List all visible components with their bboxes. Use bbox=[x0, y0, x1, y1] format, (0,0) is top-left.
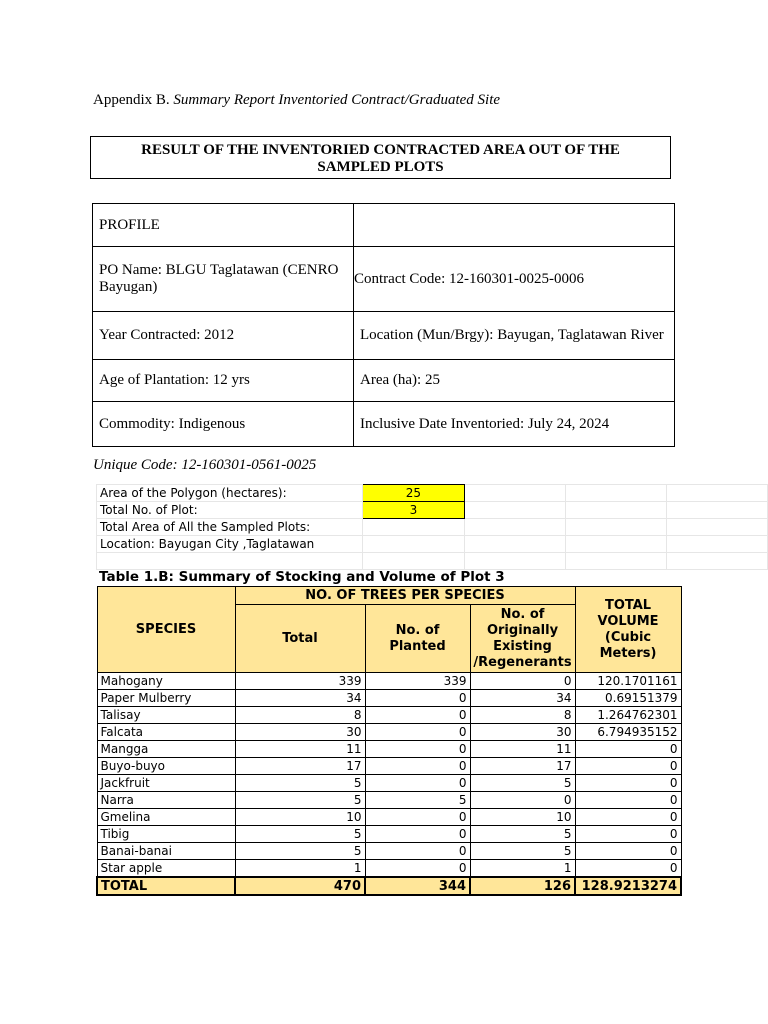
grid-cell bbox=[363, 519, 465, 536]
grid-cell bbox=[97, 553, 363, 570]
grid-cell bbox=[565, 519, 666, 536]
grid-cell bbox=[363, 553, 465, 570]
total-existing: 126 bbox=[470, 877, 575, 895]
total-label: TOTAL bbox=[97, 877, 235, 895]
table-row bbox=[97, 860, 681, 878]
table-row bbox=[97, 775, 681, 792]
cell-planted: 0 bbox=[365, 809, 470, 826]
unique-code: Unique Code: 12-160301-0561-0025 bbox=[93, 457, 317, 473]
table-row bbox=[97, 809, 681, 826]
cell-volume: 0.69151379 bbox=[575, 690, 681, 707]
table-row bbox=[97, 707, 681, 724]
grid-cell bbox=[565, 553, 666, 570]
grid-cell bbox=[464, 553, 565, 570]
cell-existing: 10 bbox=[470, 809, 575, 826]
cell-existing: 17 bbox=[470, 758, 575, 775]
cell-existing: 0 bbox=[470, 673, 575, 690]
grid-cell bbox=[666, 553, 767, 570]
cell-species: Banai-banai bbox=[97, 843, 235, 860]
table-caption: Table 1.B: Summary of Stocking and Volume of Plot 3 bbox=[99, 569, 505, 585]
cell-volume: 6.794935152 bbox=[575, 724, 681, 741]
cell-planted: 5 bbox=[365, 792, 470, 809]
table-row bbox=[97, 792, 681, 809]
header-planted: No. of Planted bbox=[365, 605, 470, 673]
total-total: 470 bbox=[235, 877, 365, 895]
cell-volume: 1.264762301 bbox=[575, 707, 681, 724]
cell-planted: 0 bbox=[365, 741, 470, 758]
cell-total: 5 bbox=[235, 775, 365, 792]
table-row bbox=[97, 741, 681, 758]
cell-total: 8 bbox=[235, 707, 365, 724]
profile-table bbox=[92, 203, 675, 447]
cell-existing: 0 bbox=[470, 792, 575, 809]
plot-info-grid bbox=[96, 484, 768, 570]
cell-volume: 0 bbox=[575, 758, 681, 775]
polygon-area-label: Area of the Polygon (hectares): bbox=[97, 485, 363, 502]
cell-species: Talisay bbox=[97, 707, 235, 724]
location-label: Location: Bayugan City ,Taglatawan bbox=[97, 536, 363, 553]
commodity: Commodity: Indigenous bbox=[93, 402, 354, 447]
profile-header-blank bbox=[354, 204, 675, 247]
cell-species: Mahogany bbox=[97, 673, 235, 690]
total-row bbox=[97, 877, 681, 895]
cell-total: 34 bbox=[235, 690, 365, 707]
cell-total: 5 bbox=[235, 843, 365, 860]
cell-existing: 5 bbox=[470, 826, 575, 843]
cell-existing: 34 bbox=[470, 690, 575, 707]
cell-existing: 5 bbox=[470, 843, 575, 860]
appendix-prefix: Appendix B. bbox=[93, 92, 170, 108]
cell-planted: 0 bbox=[365, 775, 470, 792]
cell-volume: 0 bbox=[575, 792, 681, 809]
cell-species: Star apple bbox=[97, 860, 235, 878]
cell-species: Falcata bbox=[97, 724, 235, 741]
cell-species: Mangga bbox=[97, 741, 235, 758]
header-species: SPECIES bbox=[97, 587, 235, 673]
cell-planted: 0 bbox=[365, 724, 470, 741]
cell-planted: 0 bbox=[365, 843, 470, 860]
table-row bbox=[97, 826, 681, 843]
cell-existing: 1 bbox=[470, 860, 575, 878]
grid-cell bbox=[666, 502, 767, 519]
cell-existing: 30 bbox=[470, 724, 575, 741]
table-row bbox=[97, 690, 681, 707]
cell-volume: 0 bbox=[575, 741, 681, 758]
grid-cell bbox=[464, 485, 565, 502]
grid-cell bbox=[363, 536, 465, 553]
location: Location (Mun/Brgy): Bayugan, Taglatawan River bbox=[354, 312, 675, 360]
cell-volume: 0 bbox=[575, 843, 681, 860]
result-heading-line2: SAMPLED PLOTS bbox=[317, 159, 444, 175]
table-row bbox=[97, 843, 681, 860]
cell-volume: 120.1701161 bbox=[575, 673, 681, 690]
table-row bbox=[97, 673, 681, 690]
cell-total: 339 bbox=[235, 673, 365, 690]
grid-cell bbox=[666, 519, 767, 536]
cell-species: Gmelina bbox=[97, 809, 235, 826]
cell-total: 1 bbox=[235, 860, 365, 878]
result-heading bbox=[90, 136, 671, 179]
result-heading-line1: RESULT OF THE INVENTORIED CONTRACTED AREA OUT OF THE bbox=[141, 142, 620, 158]
table-row bbox=[97, 758, 681, 775]
header-trees-per-species: NO. OF TREES PER SPECIES bbox=[235, 587, 575, 605]
header-existing: No. of Originally Existing /Regenerants bbox=[470, 605, 575, 673]
cell-total: 10 bbox=[235, 809, 365, 826]
cell-volume: 0 bbox=[575, 860, 681, 878]
stocking-volume-table bbox=[96, 586, 682, 896]
cell-species: Jackfruit bbox=[97, 775, 235, 792]
cell-planted: 0 bbox=[365, 826, 470, 843]
header-total: Total bbox=[235, 605, 365, 673]
plot-count-value: 3 bbox=[363, 502, 465, 519]
table-row bbox=[97, 724, 681, 741]
grid-cell bbox=[565, 502, 666, 519]
cell-volume: 0 bbox=[575, 775, 681, 792]
cell-volume: 0 bbox=[575, 826, 681, 843]
date-inventoried: Inclusive Date Inventoried: July 24, 2024 bbox=[354, 402, 675, 447]
appendix-title bbox=[93, 92, 500, 109]
cell-planted: 0 bbox=[365, 860, 470, 878]
cell-existing: 11 bbox=[470, 741, 575, 758]
total-volume: 128.9213274 bbox=[575, 877, 681, 895]
cell-total: 17 bbox=[235, 758, 365, 775]
polygon-area-value: 25 bbox=[363, 485, 465, 502]
cell-planted: 0 bbox=[365, 707, 470, 724]
cell-species: Narra bbox=[97, 792, 235, 809]
po-name: PO Name: BLGU Taglatawan (CENRO Bayugan) bbox=[93, 247, 354, 312]
year-contracted: Year Contracted: 2012 bbox=[93, 312, 354, 360]
grid-cell bbox=[565, 536, 666, 553]
contract-code: Contract Code: 12-160301-0025-0006 bbox=[354, 247, 675, 312]
total-planted: 344 bbox=[365, 877, 470, 895]
cell-planted: 0 bbox=[365, 690, 470, 707]
grid-cell bbox=[666, 536, 767, 553]
cell-planted: 339 bbox=[365, 673, 470, 690]
grid-cell bbox=[464, 536, 565, 553]
plot-count-label: Total No. of Plot: bbox=[97, 502, 363, 519]
area-ha: Area (ha): 25 bbox=[354, 360, 675, 402]
cell-total: 5 bbox=[235, 792, 365, 809]
cell-species: Buyo-buyo bbox=[97, 758, 235, 775]
cell-existing: 8 bbox=[470, 707, 575, 724]
cell-total: 5 bbox=[235, 826, 365, 843]
grid-cell bbox=[666, 485, 767, 502]
cell-species: Tibig bbox=[97, 826, 235, 843]
cell-volume: 0 bbox=[575, 809, 681, 826]
grid-cell bbox=[464, 519, 565, 536]
header-total-volume: TOTAL VOLUME (Cubic Meters) bbox=[575, 587, 681, 673]
cell-total: 11 bbox=[235, 741, 365, 758]
grid-cell bbox=[464, 502, 565, 519]
profile-header: PROFILE bbox=[93, 204, 354, 247]
cell-existing: 5 bbox=[470, 775, 575, 792]
grid-cell bbox=[565, 485, 666, 502]
cell-total: 30 bbox=[235, 724, 365, 741]
cell-species: Paper Mulberry bbox=[97, 690, 235, 707]
plantation-age: Age of Plantation: 12 yrs bbox=[93, 360, 354, 402]
appendix-subtitle: Summary Report Inventoried Contract/Graduated Site bbox=[173, 92, 501, 108]
sampled-area-label: Total Area of All the Sampled Plots: bbox=[97, 519, 363, 536]
cell-planted: 0 bbox=[365, 758, 470, 775]
